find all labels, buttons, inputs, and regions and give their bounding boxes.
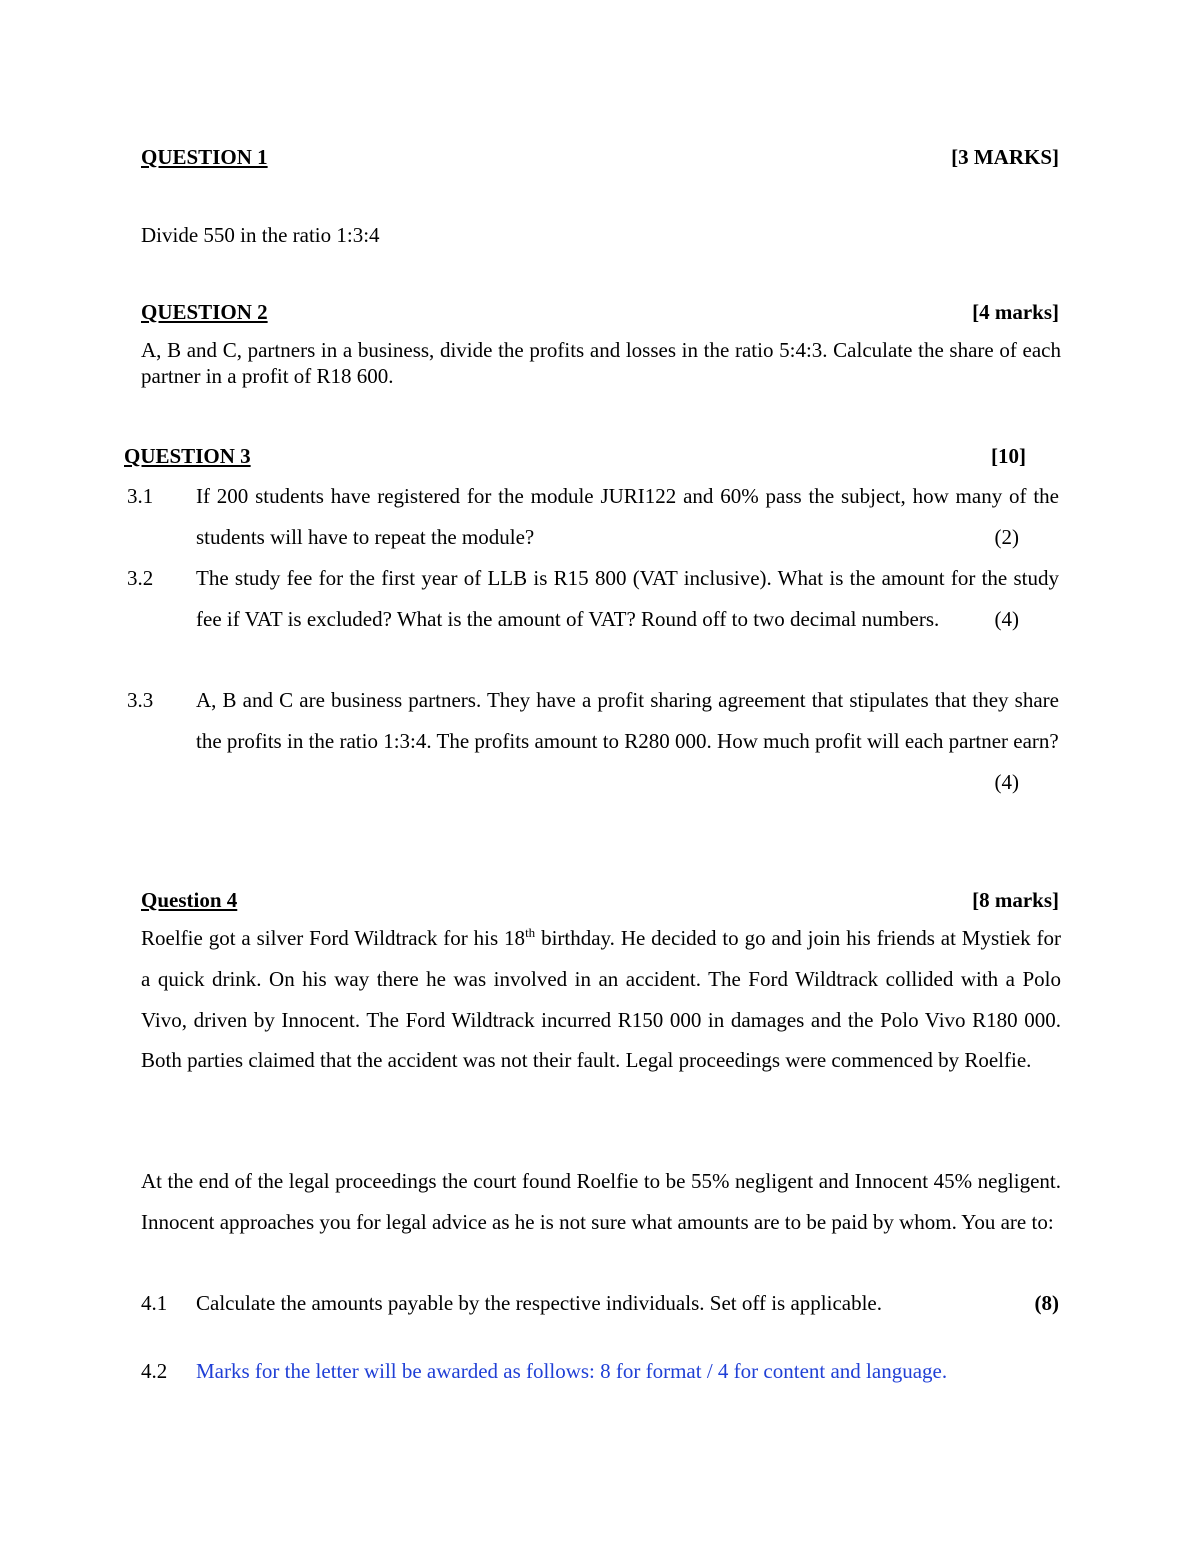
question-1-heading: [141, 144, 1059, 170]
item-number: 3.2: [127, 566, 154, 590]
item-number: 4.1: [141, 1291, 168, 1315]
item-mark: (8): [1034, 1291, 1059, 1315]
question-2-marks: [4 marks]: [972, 300, 1059, 324]
question-3-item-2: [127, 558, 1059, 640]
item-number: 4.2: [141, 1359, 168, 1383]
question-1-marks: [3 MARKS]: [951, 145, 1059, 169]
question-4-title: Question 4: [141, 888, 238, 912]
question-3-item-1: [127, 476, 1059, 558]
scenario-text-start: Roelfie got a silver Ford Wildtrack for his 18: [141, 926, 526, 950]
item-mark: (2): [994, 524, 1019, 549]
question-1-text: Divide 550 in the ratio 1:3:4: [141, 223, 380, 247]
item-text: The study fee for the first year of LLB is R15 800 (VAT inclusive). What is the amount for the study fee if VAT is excluded? What is the amount of VAT? Round off to two decimal numbers.: [196, 566, 1059, 631]
question-4-scenario: [141, 918, 1061, 1081]
ordinal-suffix: th: [525, 925, 536, 940]
letter-marks-note: Marks for the letter will be awarded as follows: 8 for format / 4 for content and language.: [196, 1359, 948, 1383]
question-2-heading: [141, 299, 1059, 325]
item-text: A, B and C are business partners. They have a profit sharing agreement that stipulates that they share the profits in the ratio 1:3:4. The profits amount to R280 000. How much profit will each partner earn?: [196, 688, 1059, 753]
item-number: 3.3: [127, 688, 154, 712]
question-4-heading: [141, 887, 1059, 913]
question-3-marks: [10]: [991, 444, 1026, 468]
item-text: If 200 students have registered for the module JURI122 and 60% pass the subject, how many of the students will have to repeat the module?: [196, 484, 1059, 549]
item-number: 3.1: [127, 484, 154, 508]
question-4-instructions: At the end of the legal proceedings the court found Roelfie to be 55% negligent and Innocent 45% negligent. Innocent approaches you for legal advice as he is not sure what amounts are to be paid by whom. You are to:: [141, 1169, 1061, 1234]
question-2-text: A, B and C, partners in a business, divide the profits and losses in the ratio 5:4:3. Calculate the share of each partner in a profit of R18 600.: [141, 338, 1061, 388]
question-4-marks: [8 marks]: [972, 888, 1059, 912]
item-mark: (4): [994, 606, 1019, 631]
question-4-item-1: [141, 1283, 1059, 1323]
question-3-heading: [124, 443, 1026, 469]
question-3-title: QUESTION 3: [124, 444, 251, 468]
question-2-title: QUESTION 2: [141, 300, 268, 324]
item-text: Calculate the amounts payable by the respective individuals. Set off is applicable.: [196, 1291, 882, 1315]
question-3-item-3: [127, 680, 1059, 802]
item-mark: (4): [994, 769, 1019, 794]
question-4-item-2: [141, 1351, 1059, 1391]
question-1-title: QUESTION 1: [141, 145, 268, 169]
scenario-text-rest: birthday. He decided to go and join his friends at Mystiek for a quick drink. On his way there he was involved in an accident. The Ford Wildtrack collided with a Polo Vivo, driven by Innocent. The Ford Wildtrack incurred R150 000 in damages and the Polo Vivo R180 000. Both parties claimed that the accident was not their fault. Legal proceedings were commenced by Roelfie.: [141, 926, 1061, 1073]
